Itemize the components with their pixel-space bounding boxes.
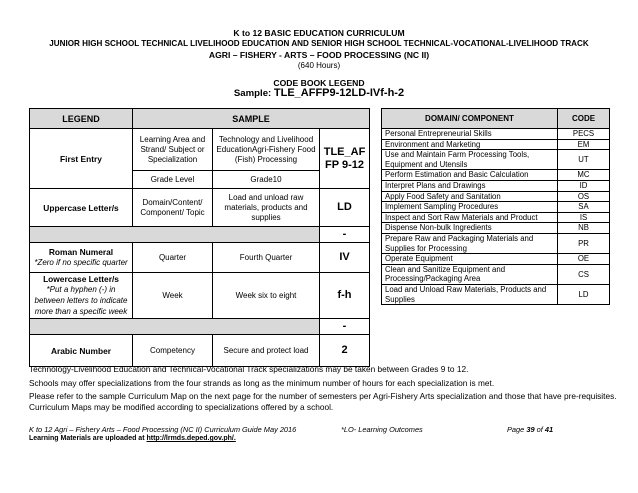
code-book-legend-title: CODE BOOK LEGEND	[273, 78, 365, 88]
sample-code: TLE_AFFP9-12LD-IVf-h-2	[273, 87, 405, 99]
quarter-label: Quarter	[133, 243, 213, 273]
domain-code: PR	[558, 233, 610, 253]
table-row	[382, 180, 610, 191]
specialization-title: AGRI – FISHERY - ARTS – FOOD PROCESSING (NC II)	[208, 50, 430, 60]
domain-code: PECS	[558, 129, 610, 140]
lowercase-code: f-h	[320, 273, 370, 319]
dash-1: -	[320, 227, 370, 243]
domain-code: EM	[558, 139, 610, 150]
domain-name: Environment and Marketing	[382, 139, 558, 150]
page-of: of	[534, 425, 545, 434]
domain-name: Operate Equipment	[382, 254, 558, 265]
domain-name: Dispense Non-bulk Ingredients	[382, 223, 558, 234]
curriculum-title: K to 12 BASIC EDUCATION CURRICULUM	[233, 28, 405, 38]
domain-code: IS	[558, 212, 610, 223]
learning-area-sample: Technology and Livelihood EducationAgri-Fishery Food (Fish) Processing	[213, 129, 320, 171]
domain-name: Inspect and Sort Raw Materials and Product	[382, 212, 558, 223]
table-row	[382, 202, 610, 213]
legend-table	[29, 108, 370, 367]
table-row	[382, 129, 610, 140]
domain-code: NB	[558, 223, 610, 234]
domain-name: Personal Entrepreneurial Skills	[382, 129, 558, 140]
competency-sample: Secure and protect load	[213, 335, 320, 367]
separator-row	[30, 227, 320, 243]
table-row	[382, 254, 610, 265]
uppercase-code: LD	[320, 189, 370, 227]
table-row	[382, 264, 610, 284]
domain-name: Clean and Sanitize Equipment and Processing/Packaging Area	[382, 264, 558, 284]
domain-content-sample: Load and unload raw materials, products and supplies	[213, 189, 320, 227]
week-sample: Week six to eight	[213, 273, 320, 319]
page-number	[507, 425, 553, 434]
arabic-number-label: Arabic Number	[30, 335, 133, 367]
domain-code: MC	[558, 170, 610, 181]
arabic-code: 2	[320, 335, 370, 367]
domain-component-header: DOMAIN/ COMPONENT	[382, 109, 558, 129]
sample-label: Sample:	[233, 88, 274, 99]
domain-component-table	[381, 108, 610, 305]
code-header: CODE	[558, 109, 610, 129]
domain-code: UT	[558, 150, 610, 170]
domain-name: Use and Maintain Farm Processing Tools, Equipment and Utensils	[382, 150, 558, 170]
quarter-sample: Fourth Quarter	[213, 243, 320, 273]
table-row	[382, 191, 610, 202]
learning-area-label: Learning Area and Strand/ Subject or Specialization	[133, 129, 213, 171]
domain-name: Interpret Plans and Drawings	[382, 180, 558, 191]
domain-code: SA	[558, 202, 610, 213]
track-title: JUNIOR HIGH SCHOOL TECHNICAL LIVELIHOOD EDUCATION AND SENIOR HIGH SCHOOL TECHNICAL-VOCATIONAL-LIVELIHOOD TRACK	[49, 39, 589, 48]
table-row	[382, 150, 610, 170]
domain-name: Perform Estimation and Basic Calculation	[382, 170, 558, 181]
grade-level-label: Grade Level	[133, 171, 213, 189]
lowercase-note: *Put a hyphen (-) in between letters to indicate more than a specific week	[34, 285, 128, 316]
curriculum-guide-label: K to 12 Agri – Fishery Arts – Food Processing (NC II) Curriculum Guide May 2016	[29, 425, 297, 434]
domain-name: Prepare Raw and Packaging Materials and Supplies for Processing	[382, 233, 558, 253]
table-row	[382, 170, 610, 181]
domain-name: Implement Sampling Procedures	[382, 202, 558, 213]
page-current: 39	[526, 425, 535, 434]
legend-header: LEGEND	[30, 109, 133, 129]
table-row	[382, 223, 610, 234]
table-row	[382, 139, 610, 150]
first-entry-code: TLE_AF FP 9-12	[320, 129, 370, 189]
lowercase-title: Lowercase Letter/s	[43, 274, 119, 284]
uppercase-label: Uppercase Letter/s	[30, 189, 133, 227]
table-row	[382, 233, 610, 253]
note-paragraph-3: Please refer to the sample Curriculum Map on the next page for the number of semesters per Agri-Fishery Arts specialization and those that have pre-requisites. Curriculum Maps may be modified according to specializations offered by a school.	[29, 391, 617, 412]
domain-code: OE	[558, 254, 610, 265]
separator-row-2	[30, 319, 320, 335]
hours-label: (640 Hours)	[297, 61, 341, 70]
first-entry-label: First Entry	[30, 129, 133, 189]
domain-code: OS	[558, 191, 610, 202]
roman-numeral-label	[30, 243, 133, 273]
dash-2: -	[320, 319, 370, 335]
domain-code: CS	[558, 264, 610, 284]
domain-name: Apply Food Safety and Sanitation	[382, 191, 558, 202]
table-row	[382, 284, 610, 304]
roman-numeral-title: Roman Numeral	[48, 247, 114, 257]
note-paragraph-1: Technology-Livelihood Education and Technical-Vocational Track specializations may be taken between Grades 9 to 12.	[29, 364, 469, 374]
page-label: Page	[507, 425, 527, 434]
upload-note	[29, 435, 236, 442]
sample-header: SAMPLE	[133, 109, 370, 129]
grade-level-sample: Grade10	[213, 171, 320, 189]
lrmds-link[interactable]: http://lrmds.deped.gov.ph/.	[146, 435, 236, 442]
sample-code-line	[0, 87, 638, 99]
upload-label: Learning Materials are uploaded at	[29, 435, 147, 442]
domain-code: LD	[558, 284, 610, 304]
domain-name: Load and Unload Raw Materials, Products and Supplies	[382, 284, 558, 304]
note-paragraph-2: Schools may offer specializations from the four strands as long as the minimum number of hours for each specialization is met.	[29, 378, 495, 388]
page-total: 41	[544, 425, 554, 434]
competency-label: Competency	[133, 335, 213, 367]
lowercase-label	[30, 273, 133, 319]
domain-code: ID	[558, 180, 610, 191]
domain-content-label: Domain/Content/ Component/ Topic	[133, 189, 213, 227]
roman-numeral-note: *Zero if no specific quarter	[34, 258, 128, 267]
roman-code: IV	[320, 243, 370, 273]
week-label: Week	[133, 273, 213, 319]
learning-outcomes-note: *LO- Learning Outcomes	[341, 425, 423, 434]
table-row	[382, 212, 610, 223]
